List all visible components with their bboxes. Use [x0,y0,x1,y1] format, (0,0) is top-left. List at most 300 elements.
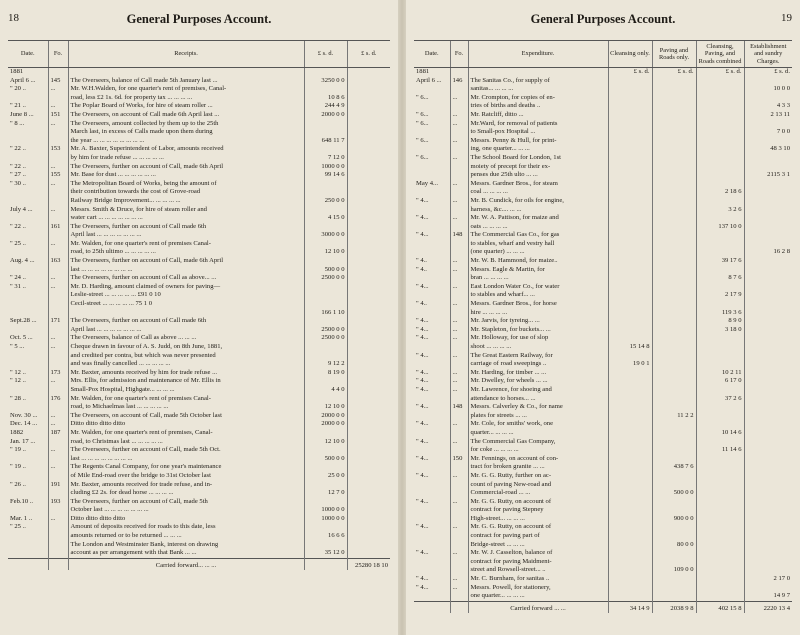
amount-cell [744,257,792,266]
amount-cell [696,386,744,395]
description-cell: Leslie-street ... ... ... ... ... £91 0 10 [68,291,304,300]
table-row [414,180,792,189]
date-cell [8,291,48,300]
amount-cell [696,489,744,498]
date-cell: " 12 .. [10,368,26,376]
date-cell: Oct. 5 ... [10,334,33,342]
date-cell: " 4.. [416,265,427,273]
folio-cell: ... [48,180,68,189]
description-cell: Amount of deposits received for roads to this date, less [68,523,304,532]
amount-cell [652,549,696,558]
date-cell [8,137,48,146]
amount-cell [304,68,347,77]
table-row [8,360,390,369]
description-cell: Small-Pox Hospital, Highgate... ... ... ... [68,386,304,395]
amount-cell [347,489,390,498]
amount-cell [608,188,652,197]
amount-cell [608,102,652,111]
date-cell: 1882 [10,428,24,436]
amount-cell [347,231,390,240]
amount-cell [696,403,744,412]
description-cell: Mr. Baxter, amounts received for trade refuse, and in- [68,481,304,490]
table-row [414,506,792,515]
description-cell: Mr. Stapleton, for buckets... ... [468,326,608,335]
folio-cell [450,240,468,249]
description-cell: Commercial-road ... ... [468,489,608,498]
amount-cell: 8 7 6 [696,274,744,283]
table-row [414,446,792,455]
table-row [8,420,390,429]
description-cell: account as per arrangement with that Bank ... ... [68,549,304,558]
amount-cell [744,532,792,541]
table-row [414,395,792,404]
folio-cell [450,395,468,404]
date-cell [414,85,450,94]
description-cell: October last ... ... ... ... ... ... ... [68,506,304,515]
amount-cell [652,266,696,275]
table-row [414,575,792,584]
amount-cell [304,257,347,266]
amount-cell [696,438,744,447]
folio-cell: ... [450,300,468,309]
amount-cell: 500 0 0 [304,266,347,275]
amount-cell [608,214,652,223]
date-cell: " 6... [416,93,429,101]
amount-cell [347,523,390,532]
description-cell: The Overseers, balance of Call made 5th January last ... [68,77,304,86]
amount-cell [347,111,390,120]
folio-cell: ... [450,214,468,223]
folio-cell: 176 [48,395,68,404]
amount-cell: 3250 0 0 [304,77,347,86]
date-cell [414,395,450,404]
amount-cell [347,300,390,309]
table-row [8,352,390,361]
column-header: £ s. d. [347,41,390,68]
folio-cell: 187 [48,429,68,438]
date-cell: " 6... [416,153,429,161]
amount-cell [696,197,744,206]
description-cell: the year ... ... ... ... ... ... ... ... [68,137,304,146]
amount-cell [347,326,390,335]
amount-cell [696,77,744,86]
amount-cell [608,231,652,240]
amount-cell [608,206,652,215]
folio-cell [48,386,68,395]
description-cell: contract for paving Stepney [468,506,608,515]
amount-cell: 2 17 9 [696,291,744,300]
amount-cell [696,180,744,189]
folio-cell [48,506,68,515]
table-row [8,68,390,77]
amount-cell [347,438,390,447]
date-cell [8,386,48,395]
folio-cell: ... [450,326,468,335]
description-cell: The Commercial Gas Co., for gas [468,231,608,240]
description-cell: road, to 25th ultimo ... ... ... ... ... [68,248,304,257]
folio-cell: ... [48,377,68,386]
table-row [414,188,792,197]
date-cell: " 6... [416,119,429,127]
folio-cell [48,137,68,146]
date-cell: " 6... [416,136,429,144]
amount-cell [608,266,652,275]
amount-cell [744,420,792,429]
amount-cell [652,377,696,386]
amount-cell [696,128,744,137]
folio-cell: ... [450,111,468,120]
description-cell: The Great Eastern Railway, for [468,352,608,361]
table-row [414,326,792,335]
date-cell: Sept.28 ... [10,317,37,325]
description-cell: ing, one quarter... ... ... [468,145,608,154]
table-row [414,171,792,180]
amount-cell [696,94,744,103]
date-cell: June 8 ... [10,110,34,118]
description-cell: and credited per contra, but which was never presented [68,352,304,361]
folio-cell [48,523,68,532]
description-cell: amounts returned or to be returned ... ... ... [68,532,304,541]
folio-cell: ... [450,180,468,189]
date-cell [414,566,450,575]
amount-cell: 14 9 7 [744,592,792,601]
folio-cell [450,309,468,318]
folio-cell [450,481,468,490]
amount-cell: 166 1 10 [304,309,347,318]
amount-cell: 37 2 6 [696,395,744,404]
folio-cell [48,188,68,197]
amount-cell: 1000 0 0 [304,506,347,515]
table-row [8,94,390,103]
date-cell [8,214,48,223]
amount-cell [652,360,696,369]
amount-cell [744,300,792,309]
folio-cell [450,102,468,111]
table-row [414,223,792,232]
date-cell: 1881 [10,68,24,75]
folio-cell: 173 [48,369,68,378]
amount-cell [744,120,792,129]
table-row [414,128,792,137]
table-row [8,120,390,129]
amount-cell: 99 14 6 [304,171,347,180]
amount-cell [744,549,792,558]
amount-cell [347,472,390,481]
folio-cell [48,68,68,77]
amount-cell [304,498,347,507]
date-cell: " 25 .. [10,239,26,247]
amount-cell [304,481,347,490]
amount-cell [652,240,696,249]
amount-cell [696,352,744,361]
folio-cell [450,489,468,498]
folio-cell: 163 [48,257,68,266]
folio-cell [48,231,68,240]
amount-cell [652,532,696,541]
table-row [8,403,390,412]
amount-cell [608,523,652,532]
amount-cell: 15 14 8 [608,343,652,352]
date-cell [414,248,450,257]
amount-cell [347,515,390,524]
amount-cell [696,584,744,593]
amount-cell [652,481,696,490]
date-cell: " 4... [416,437,429,445]
table-row [414,266,792,275]
amount-cell [304,180,347,189]
folio-cell: ... [450,584,468,593]
amount-cell [347,429,390,438]
date-cell: " 4... [416,282,429,290]
date-cell: " 22 .. [10,162,26,170]
amount-cell [744,352,792,361]
total-row [8,558,390,570]
column-header: Expenditure. [468,41,608,68]
description-cell: moiety of precept for their ex- [468,163,608,172]
amount-cell: 39 17 6 [696,257,744,266]
amount-cell [744,438,792,447]
amount-cell [347,214,390,223]
table-row [414,403,792,412]
amount-cell [652,429,696,438]
table-row [8,300,390,309]
amount-cell [696,455,744,464]
folio-cell: ... [48,515,68,524]
total-row [414,601,792,613]
table-row [414,274,792,283]
amount-cell [608,412,652,421]
table-row [8,163,390,172]
description-cell: Mr. Jarvis, for tyreing... ... [468,317,608,326]
folio-cell: ... [450,266,468,275]
folio-cell [48,472,68,481]
folio-cell: ... [48,206,68,215]
amount-cell: 1000 0 0 [304,515,347,524]
total-label: Carried forward... ... ... [68,558,304,570]
description-cell: and was finally cancelled ... ... ... ... ... [68,360,304,369]
table-row [414,412,792,421]
amount-cell [652,584,696,593]
table-row [8,206,390,215]
folio-cell: 148 [450,403,468,412]
table-row [8,498,390,507]
date-cell [414,163,450,172]
table-row [414,532,792,541]
amount-cell [696,266,744,275]
description-cell: The Overseers, further on account of Call, made 6th April [68,257,304,266]
amount-cell [652,386,696,395]
column-header: £ s. d. [304,41,347,68]
amount-cell [652,369,696,378]
amount-cell [744,455,792,464]
amount-cell [347,163,390,172]
amount-cell [608,532,652,541]
amount-cell [696,498,744,507]
amount-cell [347,257,390,266]
table-row [414,343,792,352]
amount-cell [347,317,390,326]
amount-cell [608,283,652,292]
date-cell: " 4... [416,231,429,239]
amount-cell [652,317,696,326]
table-row [414,549,792,558]
date-cell [414,558,450,567]
amount-cell [347,549,390,558]
amount-cell [696,592,744,601]
description-cell: The Overseers, balance of Call as above ... ... ... [68,334,304,343]
table-row [8,111,390,120]
description-cell: last ... ... ... ... ... ... ... ... [68,455,304,464]
table-row [8,377,390,386]
folio-cell [48,403,68,412]
amount-cell: 3 2 6 [696,206,744,215]
folio-cell: ... [450,283,468,292]
amount-cell [696,549,744,558]
description-cell: Mr. G. G. Rutty, further on ac- [468,472,608,481]
folio-cell [48,489,68,498]
table-row [8,463,390,472]
amount-cell [608,481,652,490]
amount-cell [347,541,390,550]
table-row [414,498,792,507]
amount-cell [304,446,347,455]
amount-cell [347,446,390,455]
date-cell: " 4... [416,403,429,411]
date-cell [414,240,450,249]
description-cell: to Small-pox Hospital ... [468,128,608,137]
amount-cell: 16 6 6 [304,532,347,541]
amount-cell [744,463,792,472]
date-cell: " 4... [416,523,429,531]
amount-cell: 2 18 6 [696,188,744,197]
table-row [8,145,390,154]
table-row [414,283,792,292]
description-cell: tract for broken granite ... ... [468,463,608,472]
folio-cell: ... [48,102,68,111]
amount-cell: 137 10 0 [696,223,744,232]
date-cell: " 4... [416,325,429,333]
folio-cell: ... [48,343,68,352]
folio-cell: ... [450,120,468,129]
amount-cell [652,506,696,515]
amount-cell [304,85,347,94]
description-cell: March last, in excess of Calls made upon them during [68,128,304,137]
date-cell: April 6 ... [10,76,36,84]
amount-cell [608,438,652,447]
description-cell: Messrs. Powell, for stationery, [468,584,608,593]
table-row [414,515,792,524]
amount-cell [347,240,390,249]
amount-cell: 48 3 10 [744,145,792,154]
description-cell: road, to Michaelmas last ... ... ... ... ... [68,403,304,412]
table-row [414,68,792,77]
table-row [414,257,792,266]
description-cell: The Commercial Gas Company, [468,438,608,447]
folio-cell: ... [450,317,468,326]
amount-cell: 19 0 1 [608,360,652,369]
amount-cell [608,300,652,309]
amount-cell [652,455,696,464]
folio-cell: 155 [48,171,68,180]
table-row [414,592,792,601]
amount-cell [744,77,792,86]
amount-cell [347,171,390,180]
amount-cell: 250 0 0 [304,197,347,206]
description-cell: road, less £2 1s. 6d. for property tax ... ... ... ... [68,94,304,103]
amount-cell [696,481,744,490]
date-cell [414,171,450,180]
amount-cell: 2500 0 0 [304,274,347,283]
amount-cell [347,360,390,369]
amount-cell [608,403,652,412]
amount-cell [744,506,792,515]
folio-cell: ... [48,85,68,94]
date-cell [8,188,48,197]
table-row [8,481,390,490]
folio-cell: ... [48,334,68,343]
amount-cell [744,515,792,524]
amount-cell [304,240,347,249]
amount-cell [652,102,696,111]
table-row [414,77,792,86]
description-cell: plates for streets ... ... [468,412,608,421]
table-row [414,85,792,94]
folio-cell: ... [48,283,68,292]
description-cell: one quarter... ... ... ... [468,592,608,601]
date-cell [414,309,450,318]
table-row [8,446,390,455]
amount-cell [652,592,696,601]
description-cell: Messrs. Calverley & Co., for name [468,403,608,412]
amount-cell [608,377,652,386]
amount-cell [304,291,347,300]
table-row [414,163,792,172]
description-cell: East London Water Co., for water [468,283,608,292]
page-number: 18 [8,12,19,24]
date-cell [414,446,450,455]
description-cell: cluding £2 2s. for dead horse ... ... ... ... [68,489,304,498]
amount-cell [608,455,652,464]
date-cell: Aug. 4 ... [10,257,35,265]
folio-cell: ... [48,274,68,283]
amount-cell [347,463,390,472]
date-cell: " 24 .. [10,274,26,282]
table-row [414,291,792,300]
amount-cell [304,377,347,386]
folio-cell: ... [450,438,468,447]
amount-cell [304,429,347,438]
table-row [8,274,390,283]
folio-cell: ... [450,498,468,507]
amount-cell [347,180,390,189]
amount-cell [652,120,696,129]
folio-cell [48,248,68,257]
description-cell: Mr. D. Harding, amount claimed of owners for paving— [68,283,304,292]
table-row [8,523,390,532]
date-cell: Dec. 14 ... [10,420,38,428]
amount-cell [696,163,744,172]
description-cell: road, to Christmas last ... ... ... ... ... [68,438,304,447]
amount-cell [652,111,696,120]
total-value: 25280 18 10 [347,558,390,570]
date-cell [8,248,48,257]
amount-cell [652,248,696,257]
amount-cell [608,137,652,146]
folio-cell: 171 [48,317,68,326]
amount-cell [744,266,792,275]
amount-cell [608,472,652,481]
amount-cell [652,472,696,481]
